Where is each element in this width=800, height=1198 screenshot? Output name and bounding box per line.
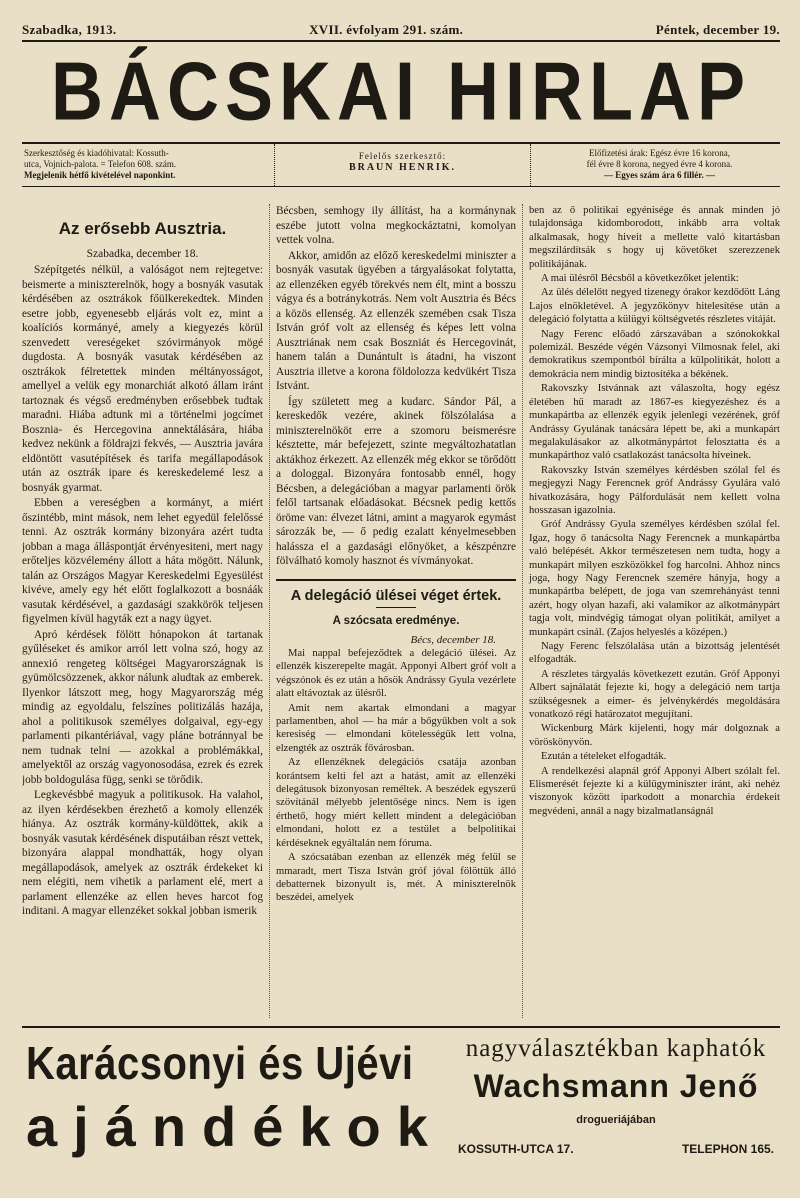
ad-contact — [452, 1142, 780, 1156]
editor-label: Felelős szerkesztő: — [358, 151, 447, 161]
paragraph: Ezután a tételeket elfogadták. — [541, 751, 667, 763]
editor-name: BRAUN HENRIK. — [348, 162, 457, 173]
place-year: Szabadka, 1913. — [22, 22, 117, 37]
paragraph: Így született meg a kudarc. Sándor Pál, a kereskedők vezére, akinek fölszólalása a miniszterelnököt erre a szomoru beismerésre késztette, már befejezett, szinte megváltozhatatlan aktákhoz érkezett. Az ellenzék még ekkor se törődött a dologgal. Bizonyára fontosabb ennél, hogy Bécsben, a delegációban a magyar parlamenti örök felől tartsanak előadásokat. Bécsnek pedig kettős öröme van: élvezet látni, amint a magyarok egymást sározzák be, — ő pedig ezalatt kényelmesebben halássza el a gazdasági előnyöket, a készpénzre fölválható komoly hasznot és vívmányokat. — [276, 395, 516, 567]
paragraph: A mai ülésről Bécsből a következőket jelentik: — [541, 273, 739, 285]
paragraph: A rendelkezési alapnál gróf Apponyi Albert szólalt fel. Elismerését fejezte ki a külügyminiszter iránt, aki nehéz viszonyok között iparkodott a monarchia érdekeit megvédeni, annál a nagy bizalmatlanságnál — [529, 765, 780, 817]
issue-day: Péntek, december 19. — [655, 22, 780, 37]
paragraph: ben az ő politikai egyénisége és annak minden jó tulajdonsága kidomborodott, inkább arra voltak alkalmasak, hogy hiveit a mellette való kitartásban megszilárdítsák s hogy uj követőket szerezzenek politikájának. — [529, 205, 780, 270]
ad-available: nagyválasztékban kaphatók — [465, 1035, 767, 1062]
office-line-3: Megjelenik hétfő kivételével naponkint. — [24, 170, 176, 180]
subscription-info — [531, 144, 780, 186]
section-subtitle: A szócsata eredménye. — [332, 615, 460, 627]
ad-gifts: ajándékok — [26, 1095, 444, 1158]
paragraph: Apró kérdések fölött hónapokon át tartanak gyűléseket és amikor arról lett volna szó, hogy az annexió rengeteg költségei Magyarországnak is gyümölcsözzenek, akkor nálunk aludtak az emberek. Ilyenkor látszott meg, hogy Magyarország még mindig az egyoldalu, felszínes politizálás hazája, ahol a politikusok személyes dolgaival, egy-egy parlamenti pikantériával, vagy pláne botránnyal be nem tudnak telni — azokkal a problémákkal, amelyektől az ország vagyonosodása, ezrek és ezrek jobb boldogulása függ, senki se törődik. — [22, 628, 263, 786]
issue-number: XVII. évfolyam 291. szám. — [309, 22, 464, 37]
paragraph: Akkor, amidőn az előző kereskedelmi miniszter a bosnyák vasutak ügyében a tárgyalásokat folytatta, az ellenzéken egyéb törekvés nem élt, mint a bosszu vágya és a botránykotrás. Nem volt Ausztria és Bécs a közös ellenség. Az ellenzék szemében csak Tisza István gróf volt az ellenség és képes lett volna Ausztriának nem csak Boszniát és Hercegovinát, hanem talán a Dunántult is átadni, ha viszont Ausztria illetve a korona földolozza kedvükért Tisza Istvánt. — [276, 249, 516, 392]
paragraph: Nagy Ferenc felszólalása után a bizottság jelentését elfogadták. — [529, 641, 780, 666]
article-title: Az erősebb Ausztria. — [58, 219, 227, 238]
column-2 — [270, 204, 523, 1018]
paragraph: Bécsben, semhogy ily állítást, ha a kormánynak eszébe jutott volna megkockáztatni, komolyan vettek volna. — [276, 205, 516, 246]
advertisement — [22, 1026, 780, 1190]
ad-shop-name: Wachsmann Jenő — [473, 1068, 759, 1104]
paragraph: Rakovszky István személyes kérdésben szólal fel és megjegyzi Nagy Ferencnek gróf Andrássy Gyulára való hivatkozására, hogy Pálfordulását nem kellett volna hosszasan igazolnia. — [529, 464, 780, 516]
ad-headline: Karácsonyi és Ujévi — [26, 1038, 414, 1090]
section-dateline: Bécs, december 18. — [410, 633, 496, 646]
paragraph: Wickenburg Márk kijelenti, hogy már dolgoznak a vöröskönyvön. — [529, 723, 780, 748]
paragraph: Az ülés délelőtt negyed tizenegy órakor kezdődött Láng Lajos elnökletével. A jegyzőkönyv hitelesítése után a delegáció folytatta a külügyi költségvetés részletes vitáját. — [529, 287, 780, 326]
paragraph: Ebben a vereségben a kormányt, a miért őszintébb, mint mások, nem lehet egyedül felelőssé tenni. Az osztrák kormány bizonyára azért tudta jobban a maga álláspontját érvényesiteni, mert nagy erőteljes közvélemény állott a háta mögött. Nálunk, talán az Országos Magyar Kereskedelmi Egyesülést kivéve, amely egy hét előtt foglalkozott a bosnáák vasutak kérdésével, a gazdasági szakkörök teljesen figyelmen kívül hagyták ezt a nagy ügyet. — [22, 497, 263, 625]
ad-right — [452, 1034, 780, 1156]
subscription-line-3: — Egyes szám ára 6 fillér. — — [604, 170, 715, 180]
paragraph: A részletes tárgyalás következett ezután. Gróf Apponyi Albert sajnálatát fejezte ki, hogy a delegáció nem tartja szükségesnek a eimer- és jelvénykérdés megoldására vonatkozó régi határozatot megujítani. — [529, 668, 780, 721]
paragraph: Legkevésbbé magyuk a politikusok. Ha valahol, az ilyen kérdésekben érezhető a komoly ellenzék hiánya. Az osztrák kormány-küldöttek, akik a bosnyák vasutak kérdésének disputáiban részt vettek, bizonyára alappal mondhatták, hogy olyan megállapodások, amelyek az osztrák érdekeket ki nem elégiti, nem vihetik a parlament elé, mert a parlament ellenzéke az ellen heves harcot fog inditani. A magyar ellenzéket sokkal jobban ismerik — [22, 789, 263, 917]
paragraph: Nagy Ferenc előadó zárszavában a szónokokkal polemizál. Beszéde végén Vázsonyi Vilmosnak felel, aki demokratikus szempontból bírálta a külpolitikát, holott a demokrácia nem mindig biztosítéka a békének. — [529, 328, 780, 380]
paragraph: Amit nem akartak elmondani a magyar parlamentben, ahol — ha már a bőgyűkben volt a sok keresiség — elmondani kötelességük lett volna, elzengték az osztrák fővárosban. — [276, 702, 516, 754]
paragraph: A szócsatában ezenban az ellenzék még felül se mmaradt, mert Tisza István gróf jóval fölöttük álló debatternek bizonyult is, mét. A miniszterelnök beszédei, amelyek — [276, 852, 516, 904]
newspaper-page — [22, 20, 780, 1188]
article-dateline: Szabadka, december 18. — [86, 247, 199, 260]
ad-phone: TELEPHON 165. — [681, 1142, 774, 1156]
office-info — [22, 144, 275, 186]
paragraph: Rakovszky Istvánnak azt válaszolta, hogy egész életében hű maradt az 1867-es kiegyezéshez és a munkapártba az ellenzék egyik jelenlegi vezérének, gróf Andrássy Gyulának tanácsára lépett be, aki a munkapárt megalakulásakor az alkotmánypártot felosztatta és a munkapárthoz való csatlakozást tanácsolta híveinek. — [529, 383, 780, 462]
paragraph: Az ellenzéknek delegációs csatája azonban korántsem kelti fel azt a hatást, amit az ellenzéki delegátusok bizonyosan reméltek. A beszédek egyszerű szövítánál mélyebb jelentősége nincs. Nem is igen érthető, hogy miért kellett mindent a delegációban elmondani, holott ez a testület a belpolitikai kérdéseknek egyáltalán nem fóruma. — [276, 757, 516, 849]
editor-info — [275, 144, 531, 186]
section-body — [276, 647, 516, 905]
info-bar — [22, 144, 780, 186]
paragraph: Mai nappal befejeződtek a delegáció ülései. Az ellenzék kiszerepelte magát. Apponyi Albert gróf volt a végszónok és ez után a hősök Andrássy Gyula vezérlete alatt eltávoztak az ülésről. — [276, 648, 516, 700]
info-rule — [22, 186, 780, 187]
article-columns — [22, 204, 780, 1018]
office-line-2: utca, Vojnich-palota. = Telefon 608. szám. — [24, 159, 177, 169]
section-title: A delegáció ülései véget értek. — [276, 579, 516, 604]
title-divider — [376, 607, 416, 608]
ad-address: KOSSUTH-UTCA 17. — [458, 1142, 574, 1156]
ad-left — [26, 1034, 446, 1162]
ad-shop-sub: drogueriájában — [576, 1114, 656, 1126]
masthead-title: BÁCSKAI HIRLAP — [50, 46, 751, 138]
paragraph: Gróf Andrássy Gyula személyes kérdésben szólal fel. Igaz, hogy ő tanácsolta Nagy Ferencnek a munkapártba való belépését. Akkor természetesen nem tudta, hogy a munkapárt milyen eszközökkel fog harcolni. Ahhoz nincs joga, hogy Nagy Ferencnek szemére hányja, hogy a munkapártba belépett, de joga van szemrehányást tenni azért, hogy olyan hazafi, aki valamikor az alkotmánypárt tagja volt, mindvégig támogat olyan politikát, amilyet a munkapárt csinál. (Zajos helyeslés a középen.) — [529, 519, 780, 638]
paragraph: Szépítgetés nélkül, a valóságot nem rejtegetve: beismerte a miniszterelnök, hogy a bosnyák vasutak kérdésében az osztrákok főülkerekedtek. Minden esetre jobb, egyenesebb eljárás volt ez, mint a koalíciós kormányé, amely a kiegyezés körül szenvedett vereségeket szóvirmányok mögé dugdosta. A bosnyák vasutak kérdésében az osztrákok félretettek minden méltányosságot, amellyel a velük egy monarchiát alkotó állam iránt tartoznak és végső eredményben erősebbek tudtak maradni. Hiába adtunk mi a történelmi jogcímet Bosznia- és Hercegovina annektálására, hiába kedvez nekünk a földrajzi fekvés, — Ausztria javára eldöntött vasutépítések és tarifa megállapodások után az osztrák ipare és kereskedelemé lesz a bosnyák gyarmat. — [22, 264, 263, 494]
column-3 — [523, 204, 780, 1018]
subscription-line-2: fél évre 8 korona, negyed évre 4 korona. — [586, 159, 733, 169]
office-line-1: Szerkesztőség és kiadóhivatal: Kossuth- — [24, 148, 169, 158]
column-1 — [22, 204, 270, 1018]
subscription-line-1: Előfizetési árak: Egész évre 16 korona, — [589, 148, 730, 158]
